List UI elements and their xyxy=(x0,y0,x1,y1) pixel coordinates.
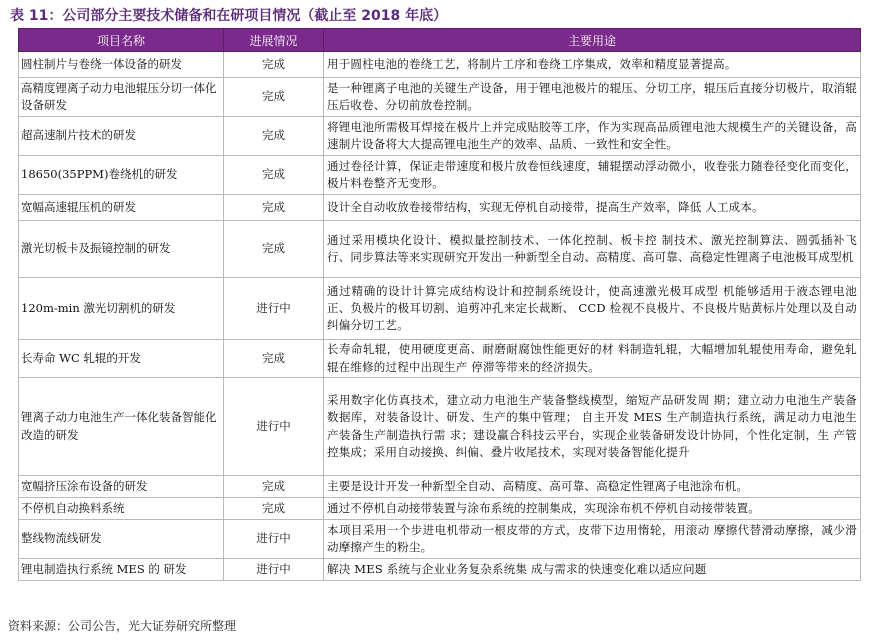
use-cell: 通过卷径计算，保证走带速度和极片放卷恒线速度，辅辊摆动浮动微小，收卷张力随卷径变化而变化，极片料卷整齐无变形。 xyxy=(324,156,861,195)
use-cell: 用于圆柱电池的卷绕工艺，将制片工序和卷绕工序集成，效率和精度显著提高。 xyxy=(324,52,861,78)
projects-table xyxy=(18,28,861,581)
project-name-cell: 长寿命 WC 轧辊的开发 xyxy=(19,340,224,378)
table-header-row xyxy=(19,29,861,52)
use-cell: 采用数字化仿真技术，建立动力电池生产装备整线模型，缩短产品研发周 期；建立动力电池生产装备数据库，对装备设计、研发、生产的集中管理； 自主开发 MES 生产制造执行系统，满足动力电池生产装备生产制造执行需 求；建设赢合科技云平台，实现企业装备研发设计协同，个性化定制，生 产管控集成；采用自动接换、纠偏、叠片收尾技术，实现对装备智能化提升 xyxy=(324,378,861,476)
status-cell: 完成 xyxy=(224,221,324,278)
project-name-cell: 锂离子动力电池生产一体化装备智能化改造的研发 xyxy=(19,378,224,476)
status-cell: 进行中 xyxy=(224,520,324,559)
project-name-cell: 不停机自动换料系统 xyxy=(19,498,224,520)
project-name-cell: 锂电制造执行系统 MES 的 研发 xyxy=(19,559,224,581)
table-row xyxy=(19,117,861,156)
table-row xyxy=(19,52,861,78)
table-row xyxy=(19,559,861,581)
table-row xyxy=(19,156,861,195)
use-cell: 主要是设计开发一种新型全自动、高精度、高可靠、高稳定性锂离子电池涂布机。 xyxy=(324,476,861,498)
use-cell: 通过不停机自动接带装置与涂布系统的控制集成，实现涂布机不停机自动接带装置。 xyxy=(324,498,861,520)
status-cell: 完成 xyxy=(224,340,324,378)
header-progress: 进展情况 xyxy=(224,29,324,52)
table-row xyxy=(19,498,861,520)
table-row xyxy=(19,520,861,559)
header-project-name: 项目名称 xyxy=(19,29,224,52)
project-name-cell: 120m-min 激光切割机的研发 xyxy=(19,278,224,340)
project-name-cell: 宽幅高速辊压机的研发 xyxy=(19,195,224,221)
table-row xyxy=(19,221,861,278)
project-name-cell: 圆柱制片与卷绕一体设备的研发 xyxy=(19,52,224,78)
status-cell: 完成 xyxy=(224,117,324,156)
status-cell: 进行中 xyxy=(224,559,324,581)
status-cell: 完成 xyxy=(224,498,324,520)
use-cell: 设计全自动收放卷接带结构，实现无停机自动接带，提高生产效率，降低 人工成本。 xyxy=(324,195,861,221)
table-row xyxy=(19,340,861,378)
project-name-cell: 激光切板卡及振镜控制的研发 xyxy=(19,221,224,278)
project-name-cell: 宽幅挤压涂布设备的研发 xyxy=(19,476,224,498)
header-main-use: 主要用途 xyxy=(324,29,861,52)
source-note: 资料来源：公司公告，光大证券研究所整理 xyxy=(8,619,237,633)
table-row xyxy=(19,78,861,117)
status-cell: 完成 xyxy=(224,195,324,221)
table-row xyxy=(19,476,861,498)
status-cell: 进行中 xyxy=(224,378,324,476)
status-cell: 完成 xyxy=(224,78,324,117)
project-name-cell: 18650(35PPM)卷绕机的研发 xyxy=(19,156,224,195)
use-cell: 将锂电池所需极耳焊接在极片上并完成贴胶等工序，作为实现高品质锂电池大规模生产的关键设备，高速制片设备将大大提高锂电池生产的效率、品质、一致性和安全性。 xyxy=(324,117,861,156)
use-cell: 本项目采用一个步进电机带动一根皮带的方式，皮带下边用惰轮，用滚动 摩擦代替滑动摩擦，减少滑动摩擦产生的粉尘。 xyxy=(324,520,861,559)
use-cell: 是一种锂离子电池的关键生产设备，用于锂电池极片的辊压、分切工序，辊压后直接分切极片，取消辊压后收卷、分切前放卷控制。 xyxy=(324,78,861,117)
project-name-cell: 整线物流线研发 xyxy=(19,520,224,559)
status-cell: 完成 xyxy=(224,52,324,78)
use-cell: 通过精确的设计计算完成结构设计和控制系统设计，使高速激光极耳成型 机能够适用于液态锂电池正、负极片的极耳切割、追剪冲孔来定长裁断、 CCD 检视不良极片、不良极片贴黄标片处理以及自动纠偏分切工艺。 xyxy=(324,278,861,340)
project-name-cell: 超高速制片技术的研发 xyxy=(19,117,224,156)
use-cell: 通过采用模块化设计、模拟量控制技术、一体化控制、板卡控 制技术、激光控制算法、圆弧插补飞行、同步算法等来实现研究开发出一种新型全自动、高精度、高可靠、高稳定性锂离子电池极耳成型机 xyxy=(324,221,861,278)
table-title: 表 11：公司部分主要技术储备和在研项目情况（截止至 2018 年底） xyxy=(10,8,448,24)
table-row xyxy=(19,278,861,340)
table-row xyxy=(19,378,861,476)
use-cell: 解决 MES 系统与企业业务复杂系统集 成与需求的快速变化难以适应问题 xyxy=(324,559,861,581)
status-cell: 进行中 xyxy=(224,278,324,340)
status-cell: 完成 xyxy=(224,476,324,498)
table-row xyxy=(19,195,861,221)
project-name-cell: 高精度锂离子动力电池辊压分切一体化设备研发 xyxy=(19,78,224,117)
use-cell: 长寿命轧辊，使用硬度更高、耐磨耐腐蚀性能更好的材 料制造轧辊，大幅增加轧辊使用寿命，避免轧辊在维修的过程中出现生产 停滞等带来的经济损失。 xyxy=(324,340,861,378)
status-cell: 完成 xyxy=(224,156,324,195)
